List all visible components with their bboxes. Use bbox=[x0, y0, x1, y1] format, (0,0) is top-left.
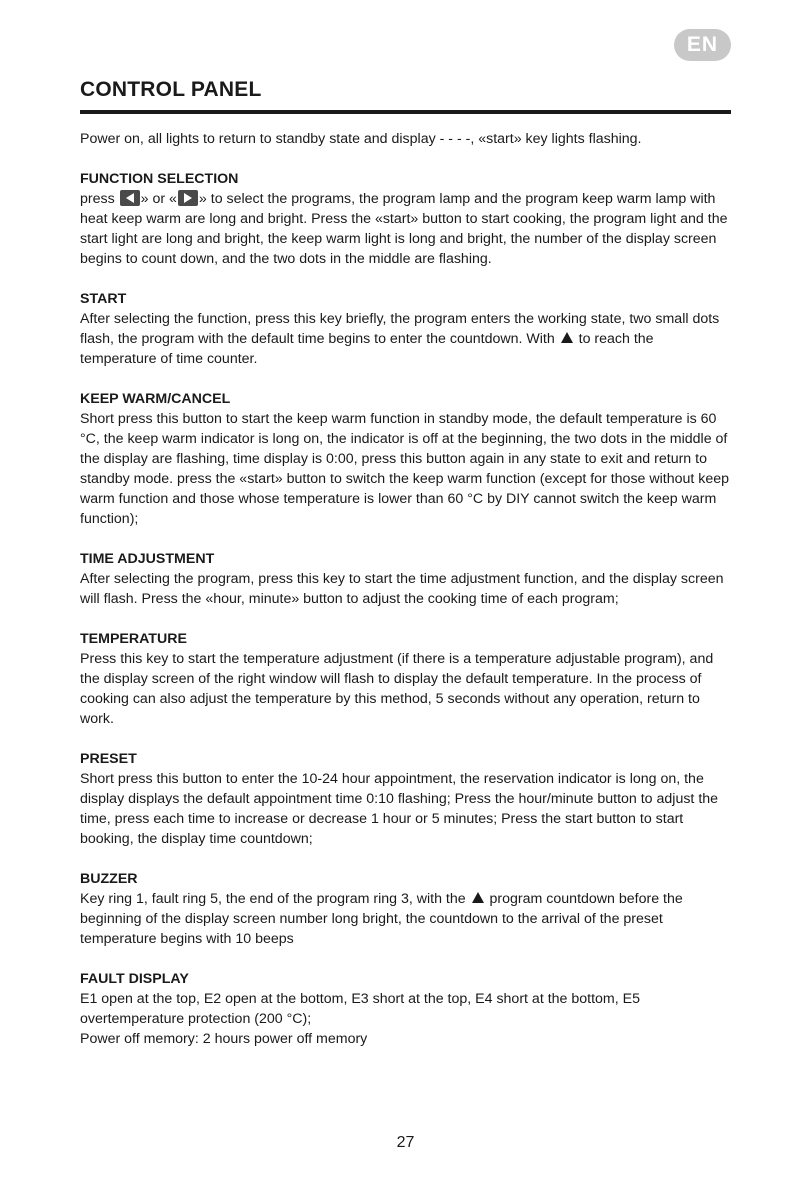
section-preset bbox=[80, 749, 732, 849]
page-number: 27 bbox=[396, 1134, 415, 1151]
section-keep-warm-cancel bbox=[80, 389, 732, 529]
section-fault-display bbox=[80, 969, 732, 1049]
text-fragment: program countdown before the beginning of the display screen number long bright, the countdown to the arrival of the preset temperature begins with 10 beeps bbox=[80, 891, 683, 947]
right-arrow-key-icon bbox=[178, 190, 198, 206]
section-text: Power off memory: 2 hours power off memory bbox=[80, 1031, 368, 1047]
section-text bbox=[80, 189, 732, 269]
section-heading: PRESET bbox=[80, 751, 137, 767]
section-start bbox=[80, 289, 732, 369]
section-function-selection bbox=[80, 169, 732, 269]
section-text: Press this key to start the temperature adjustment (if there is a temperature adjustable program), and the display screen of the right window will flash to display the default temperature. In the process of cooking can also adjust the temperature by this method, 5 seconds without any operation, return to work. bbox=[80, 651, 714, 727]
title-divider bbox=[80, 110, 731, 114]
up-triangle-icon bbox=[472, 892, 484, 903]
section-text: Short press this button to start the keep warm function in standby mode, the default temperature is 60 °C, the keep warm indicator is long on, the indicator is off at the beginning, the two dots in the middle of the display are flashing, time display is 0:00, press this button again in any state to exit and return to standby mode. press the «start» button to switch the keep warm function (except for those without keep warm function and those whose temperature is lower than 60 °C by DIY cannot switch the keep warm function); bbox=[80, 411, 730, 527]
left-arrow-key-icon bbox=[120, 190, 140, 206]
up-triangle-icon bbox=[561, 332, 573, 343]
text-fragment: press bbox=[80, 191, 119, 207]
section-heading: TIME ADJUSTMENT bbox=[80, 551, 215, 567]
section-heading: FUNCTION SELECTION bbox=[80, 171, 239, 187]
section-text: E1 open at the top, E2 open at the bottom, E3 short at the top, E4 short at the bottom, E5 overtemperature protection (200 °C); bbox=[80, 991, 640, 1027]
text-fragment: » to select the programs, the program lamp and the program keep warm lamp with heat keep warm are long and bright. Press the «start» button to start cooking, the program light and the start light are long and bright, the keep warm light is long and bright, the number of the display screen begins to count down, and the two dots in the middle are flashing. bbox=[80, 191, 728, 267]
section-temperature bbox=[80, 629, 732, 729]
section-text bbox=[80, 889, 732, 949]
section-buzzer bbox=[80, 869, 732, 949]
section-heading: BUZZER bbox=[80, 871, 138, 887]
page-title: CONTROL PANEL bbox=[80, 78, 262, 101]
text-fragment: After selecting the function, press this key briefly, the program enters the working state, two small dots flash, the program with the default time begins to enter the countdown. With bbox=[80, 311, 720, 347]
intro-paragraph: Power on, all lights to return to standby state and display - - - -, «start» key lights flashing. bbox=[80, 131, 642, 147]
text-fragment: » or « bbox=[140, 191, 177, 207]
section-heading: TEMPERATURE bbox=[80, 631, 187, 647]
text-fragment: Key ring 1, fault ring 5, the end of the program ring 3, with the bbox=[80, 891, 470, 907]
section-heading: START bbox=[80, 291, 127, 307]
section-text: Short press this button to enter the 10-24 hour appointment, the reservation indicator is long on, the display displays the default appointment time 0:10 flashing; Press the hour/minute button to adjust the time, press each time to increase or decrease 1 hour or 5 minutes; Press the start button to start booking, the display time countdown; bbox=[80, 771, 719, 847]
main-content bbox=[80, 129, 732, 1069]
section-heading: FAULT DISPLAY bbox=[80, 971, 189, 987]
section-heading: KEEP WARM/CANCEL bbox=[80, 391, 231, 407]
text-fragment: to reach the temperature of time counter. bbox=[80, 331, 654, 367]
section-time-adjustment bbox=[80, 549, 732, 609]
section-text: After selecting the program, press this key to start the time adjustment function, and the display screen will flash. Press the «hour, minute» button to adjust the cooking time of each program; bbox=[80, 571, 724, 607]
section-text bbox=[80, 309, 732, 369]
language-badge: EN bbox=[674, 29, 731, 61]
